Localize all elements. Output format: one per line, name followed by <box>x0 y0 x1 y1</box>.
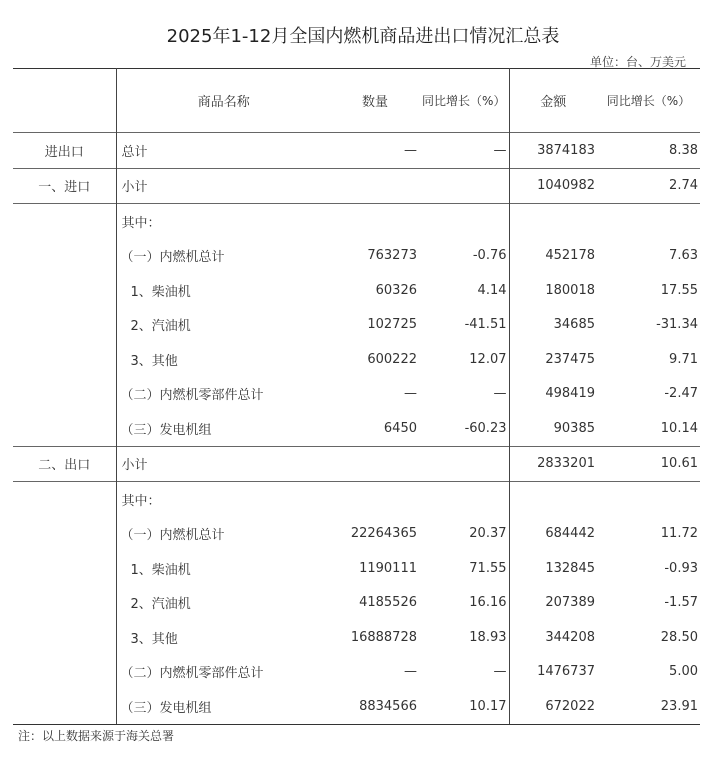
row-amount: 498419 <box>545 386 595 402</box>
table-row <box>13 446 700 482</box>
table-row <box>13 133 700 169</box>
row-name: （一）内燃机总计 <box>120 528 225 544</box>
row-qty: 16888728 <box>350 629 417 645</box>
row-qty-growth: — <box>419 377 509 412</box>
row-amount: 132845 <box>545 560 595 576</box>
row-qty <box>331 446 419 482</box>
row-name: 小计 <box>116 168 331 204</box>
header-category <box>13 69 116 133</box>
header-qty: 数量 <box>331 69 419 133</box>
table-row <box>13 377 700 412</box>
row-name: 2、汽油机 <box>130 597 191 613</box>
table-row <box>13 586 700 621</box>
row-name: （二）内燃机零部件总计 <box>120 388 264 404</box>
summary-table <box>13 68 700 725</box>
row-qty-growth <box>419 168 509 204</box>
row-qty-growth: 4.14 <box>419 273 509 308</box>
row-amount: 684442 <box>545 526 595 542</box>
row-category <box>13 239 116 274</box>
row-category <box>13 655 116 690</box>
row-qty-growth: -41.51 <box>419 308 509 343</box>
table-row <box>13 551 700 586</box>
row-qty: 4185526 <box>359 595 417 611</box>
row-amount-growth: 7.63 <box>669 248 698 264</box>
row-category: 一、进口 <box>13 168 116 204</box>
row-amount <box>509 482 597 517</box>
row-qty: 22264365 <box>350 526 417 542</box>
row-qty: 6450 <box>383 420 417 436</box>
row-amount: 1040982 <box>509 168 597 204</box>
row-qty-growth <box>419 204 509 239</box>
row-amount-growth: 10.14 <box>660 420 698 436</box>
row-category <box>13 586 116 621</box>
table-row <box>13 239 700 274</box>
row-qty: 8834566 <box>331 689 419 724</box>
row-amount-growth: 9.71 <box>669 351 698 367</box>
row-amount-growth: -2.47 <box>664 386 698 402</box>
row-category <box>13 204 116 239</box>
row-amount-growth: 17.55 <box>660 282 698 298</box>
row-amount: 34685 <box>553 317 595 333</box>
row-name: 2、汽油机 <box>130 319 191 335</box>
row-category <box>13 377 116 412</box>
row-amount: 180018 <box>545 282 595 298</box>
row-name: 小计 <box>116 446 331 482</box>
row-name: （三）发电机组 <box>116 689 331 724</box>
row-qty-growth <box>419 446 509 482</box>
row-amount-growth: 2.74 <box>597 168 700 204</box>
row-amount: 207389 <box>545 595 595 611</box>
table-row <box>13 689 700 724</box>
row-qty <box>331 168 419 204</box>
row-qty-growth: 20.37 <box>419 517 509 552</box>
row-qty-growth: 16.16 <box>419 586 509 621</box>
header-amount-growth: 同比增长（%） <box>597 69 700 133</box>
row-name: 总计 <box>116 133 331 169</box>
row-qty: 1190111 <box>359 560 417 576</box>
row-name: 3、其他 <box>130 631 178 647</box>
row-qty: — <box>404 664 417 680</box>
row-amount: 452178 <box>545 248 595 264</box>
row-amount-growth: -0.93 <box>664 560 698 576</box>
row-amount: 237475 <box>545 351 595 367</box>
row-amount: 90385 <box>553 420 595 436</box>
row-amount-growth: 10.61 <box>597 446 700 482</box>
row-category <box>13 273 116 308</box>
table-row <box>13 308 700 343</box>
table-row <box>13 342 700 377</box>
row-qty <box>331 482 419 517</box>
row-amount-growth <box>597 482 700 517</box>
table-header-row <box>13 69 700 133</box>
page-title: 2025年1-12月全国内燃机商品进出口情况汇总表 <box>166 26 560 47</box>
table-row <box>13 482 700 517</box>
row-amount <box>509 204 597 239</box>
table-row <box>13 168 700 204</box>
table-row <box>13 411 700 446</box>
row-qty <box>331 204 419 239</box>
unit-label: 单位：台、万美元 <box>589 55 686 69</box>
table-row <box>13 517 700 552</box>
row-category <box>13 308 116 343</box>
row-qty-growth: 71.55 <box>419 551 509 586</box>
row-name: 1、柴油机 <box>130 562 191 578</box>
header-qty-growth: 同比增长（%） <box>419 69 509 133</box>
row-category: 进出口 <box>13 133 116 169</box>
row-amount: 1476737 <box>537 664 595 680</box>
row-category <box>13 482 116 517</box>
table-row <box>13 655 700 690</box>
row-amount: 2833201 <box>509 446 597 482</box>
row-amount-growth: 8.38 <box>597 133 700 169</box>
row-category <box>13 342 116 377</box>
row-qty-growth: 18.93 <box>419 620 509 655</box>
row-category <box>13 620 116 655</box>
row-qty-growth: -60.23 <box>419 411 509 446</box>
table-row <box>13 620 700 655</box>
row-name: （二）内燃机零部件总计 <box>120 666 264 682</box>
row-qty-growth: 12.07 <box>419 342 509 377</box>
row-qty: 600222 <box>367 351 417 367</box>
row-amount-growth: -31.34 <box>656 317 698 333</box>
row-amount-growth: 11.72 <box>660 526 698 542</box>
row-name: （三）发电机组 <box>120 422 212 438</box>
row-category <box>13 689 116 724</box>
row-amount-growth: 5.00 <box>669 664 698 680</box>
row-amount-growth <box>597 204 700 239</box>
row-qty-growth: — <box>419 655 509 690</box>
row-qty: 102725 <box>367 317 417 333</box>
row-amount: 3874183 <box>509 133 597 169</box>
header-name: 商品名称 <box>116 69 331 133</box>
row-amount-growth: 28.50 <box>660 629 698 645</box>
row-amount: 672022 <box>509 689 597 724</box>
row-qty: 763273 <box>367 248 417 264</box>
row-qty: 60326 <box>375 282 417 298</box>
table-row <box>13 204 700 239</box>
row-category <box>13 411 116 446</box>
row-category: 二、出口 <box>13 446 116 482</box>
row-qty: — <box>331 133 419 169</box>
row-name: （一）内燃机总计 <box>120 250 225 266</box>
row-qty-growth: — <box>419 133 509 169</box>
row-name: 其中： <box>116 204 331 239</box>
row-qty-growth: 10.17 <box>419 689 509 724</box>
row-amount: 344208 <box>545 629 595 645</box>
row-amount-growth: -1.57 <box>664 595 698 611</box>
footnote: 注：以上数据来源于海关总署 <box>18 729 175 743</box>
row-qty-growth <box>419 482 509 517</box>
row-name: 1、柴油机 <box>130 284 191 300</box>
row-name: 其中： <box>116 482 331 517</box>
row-amount-growth: 23.91 <box>597 689 700 724</box>
row-qty: — <box>404 386 417 402</box>
row-name: 3、其他 <box>130 353 178 369</box>
table-row <box>13 273 700 308</box>
header-amount: 金额 <box>509 69 597 133</box>
row-category <box>13 517 116 552</box>
row-category <box>13 551 116 586</box>
row-qty-growth: -0.76 <box>419 239 509 274</box>
